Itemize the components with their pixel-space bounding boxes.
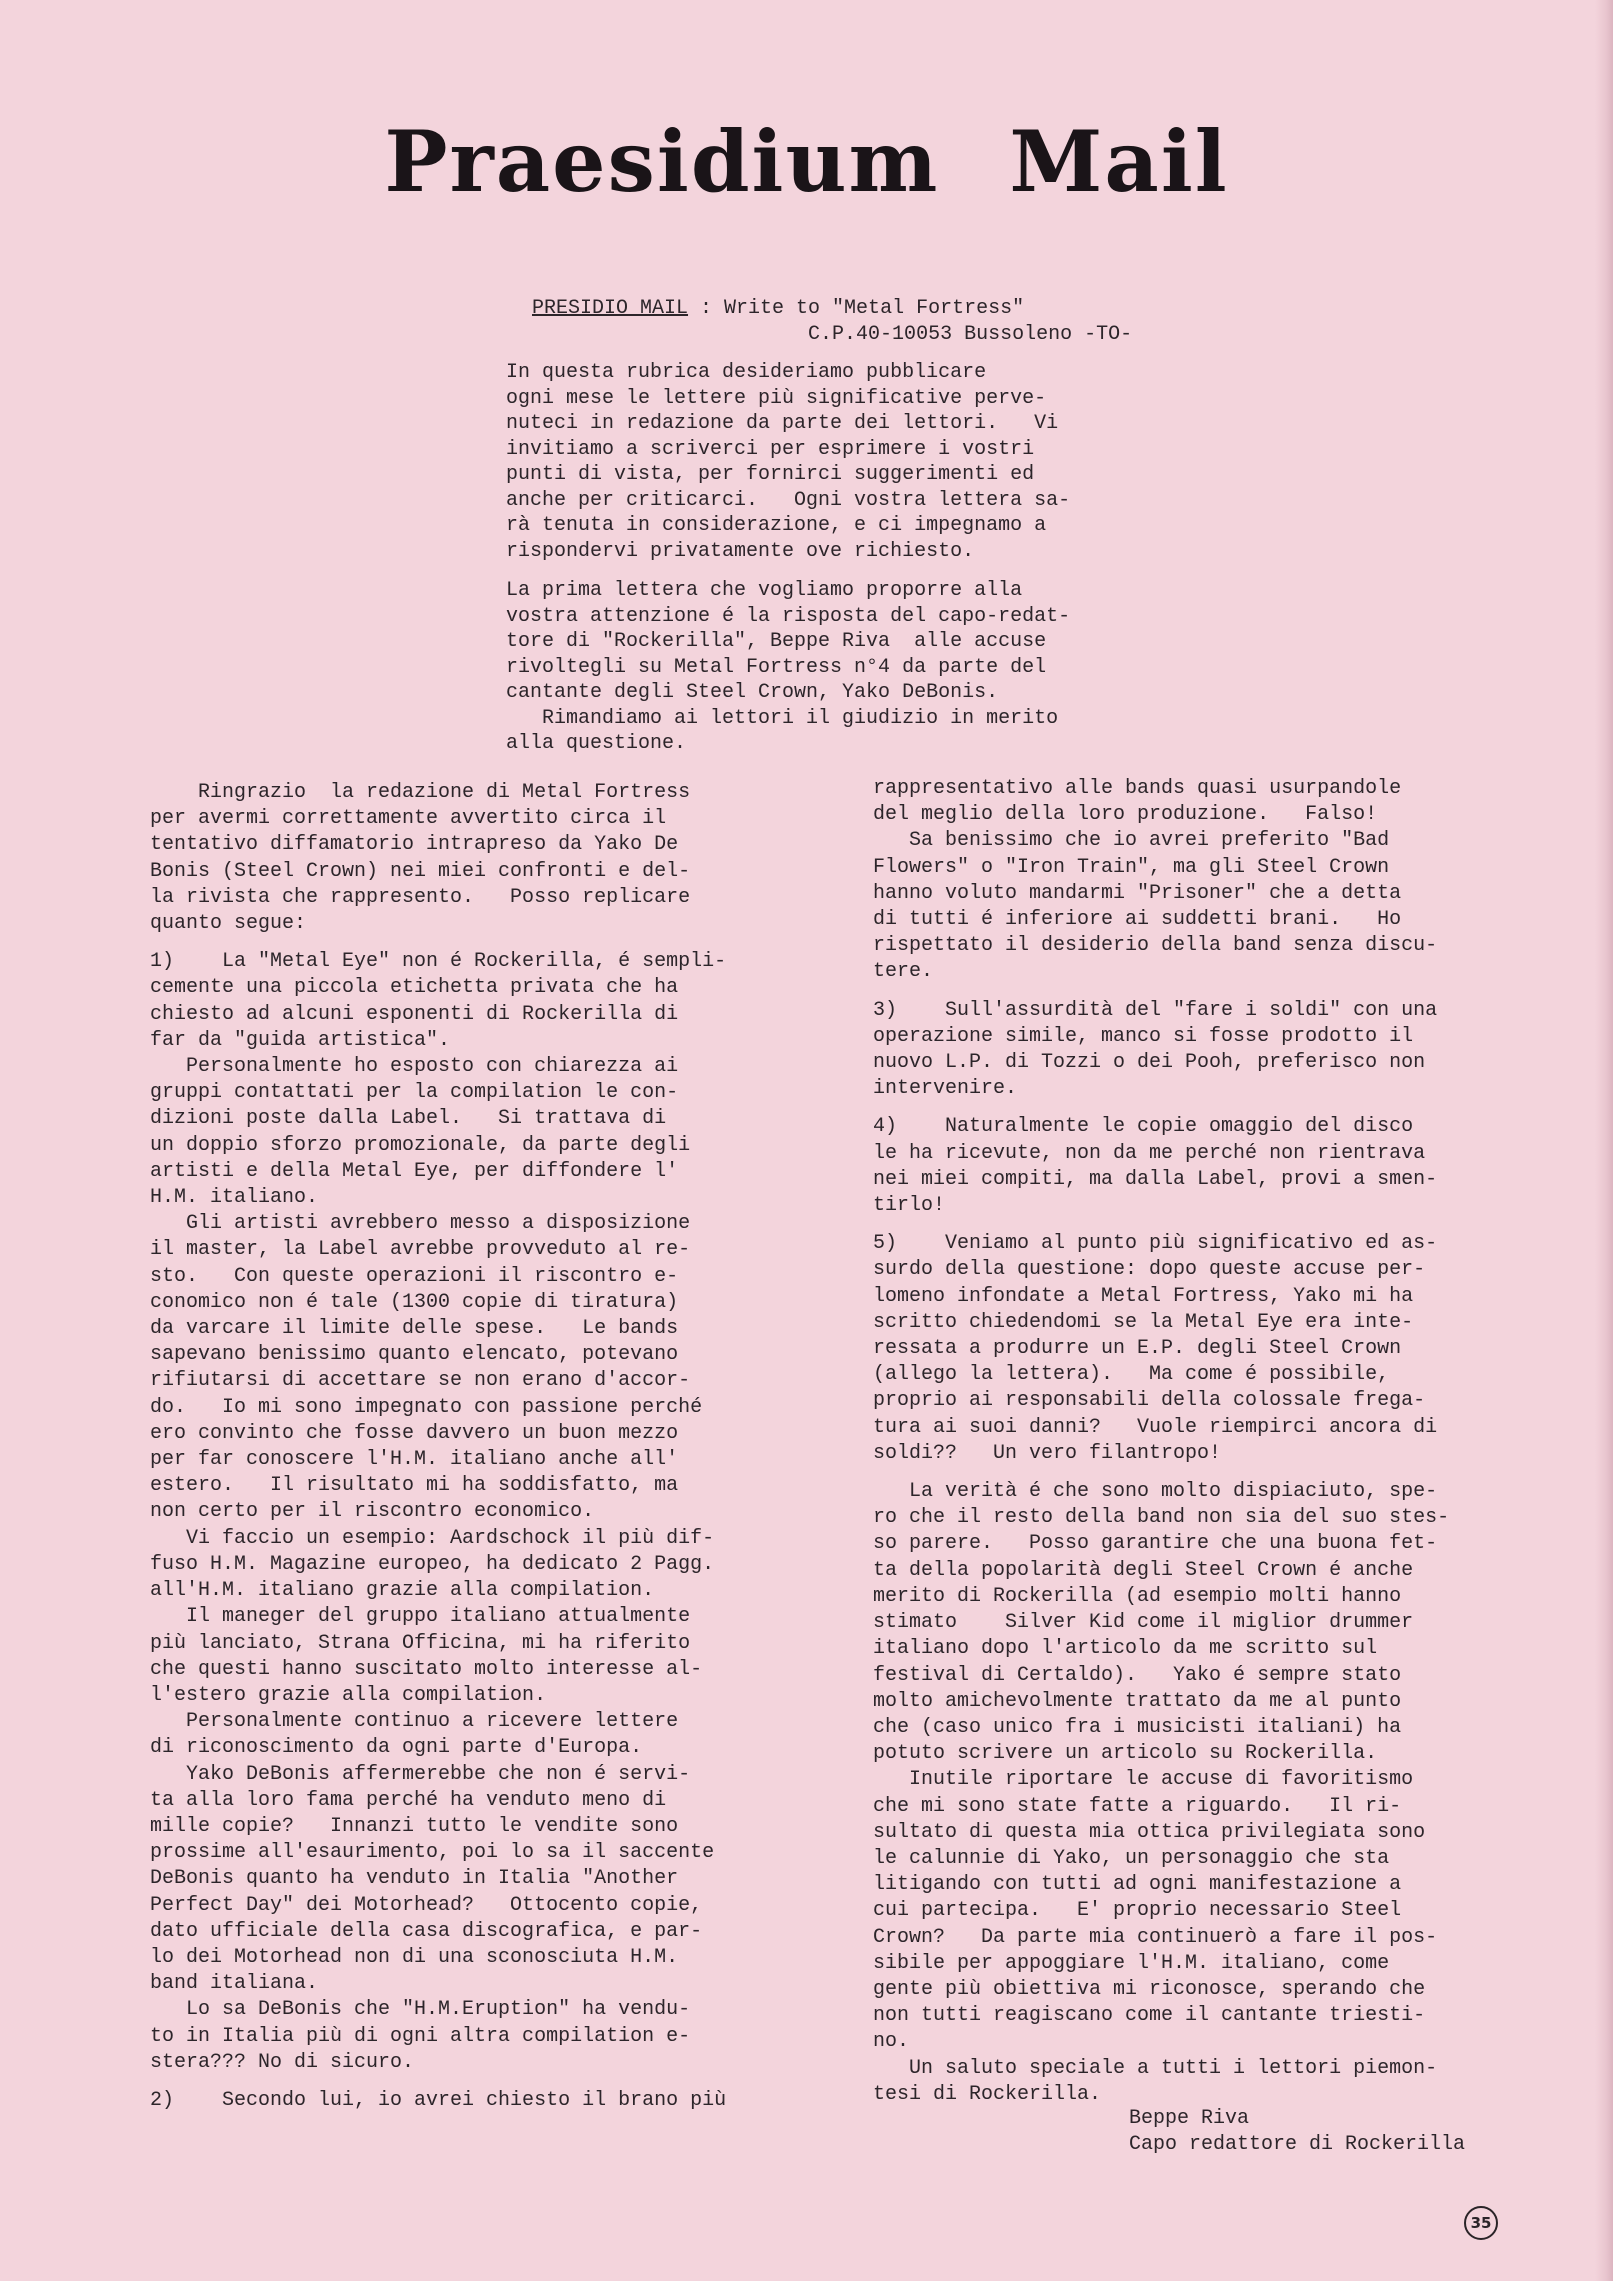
address-line-1: : Write to "Metal Fortress" [688, 297, 1025, 320]
right-paragraph-3: 4) Naturalmente le copie omaggio del disco le ha ricevute, non da me perché non rientrava nei miei compiti, ma dalla Label, provi a smen- tirlo! [873, 1115, 1438, 1218]
page-title [0, 112, 1613, 211]
page-number: 35 [1464, 2206, 1498, 2240]
intro-paragraph-2: La prima lettera che vogliamo proporre alla vostra attenzione é la risposta del capo-redat- tore di "Rockerilla", Beppe Riva alle accuse rivoltegli su Metal Fortress n°4 da parte del cantante degli Steel Crown, Yako DeBonis. Rimandiamo ai lettori il giudizio in merito alla questione. [506, 579, 1071, 755]
left-column [150, 780, 790, 2126]
intro-block [506, 360, 1126, 771]
intro-paragraph-1: In questa rubrica desideriamo pubblicare ogni mese le lettere più significative perve- nuteci in redazione da parte dei lettori. Vi invitiamo a scriverci per esprimere i vostri punti di vista, per fornirci suggerimenti ed anche per criticarci. Ogni vostra lettera sa- rà tenuta in considerazione, e ci impegnamo a rispondervi privatamente ove richiesto. [506, 361, 1071, 563]
right-paragraph-5: La verità é che sono molto dispiaciuto, spe- ro che il resto della band non sia del suo stes- so parere. Posso garantire che una buona fet- ta della popolarità degli Steel Crown é anche merito di Rockerilla (ad esempio molti hanno stimato Silver Kid come il miglior drummer italiano dopo l'articolo da me scritto sul festival di Certaldo). Yako é sempre stato molto amichevolmente trattato da me al punto che (caso unico fra i musicisti italiani) ha potuto scrivere un articolo su Rockerilla. Inutile riportare le accuse di favoritismo che mi sono state fatte a riguardo. Il ri- sultato di questa mia ottica privilegiata sono le calunnie di Yako, un personaggio che sta litigando con tutti ad ogni manifestazione a cui partecipa. E' proprio necessario Steel Crown? Da parte mia continuerò a fare il pos- sibile per appoggiare l'H.M. italiano, come gente più obiettiva mi riconosce, sperando che non tutti reagiscano come il cantante triesti- no. Un saluto speciale a tutti i lettori piemon- tesi di Rockerilla. [873, 1480, 1450, 2106]
address-line-2: C.P.40-10053 Bussoleno -TO- [532, 323, 1133, 346]
left-paragraph-1: Ringrazio la redazione di Metal Fortress per avermi correttamente avvertito circa il tentativo diffamatorio intrapreso da Yako De Bonis (Steel Crown) nei miei confronti e del- la rivista che rappresento. Posso replicare quanto segue: [150, 781, 691, 936]
right-paragraph-4: 5) Veniamo al punto più significativo ed as- surdo della questione: dopo queste accuse per- lomeno infondate a Metal Fortress, Yako mi ha scritto chiedendomi se la Metal Eye era inte- ressata a produrre un E.P. degli Steel Crown (allego la lettera). Ma come é possibile, proprio ai responsabili della colossale frega- tura ai suoi danni? Vuole riempirci ancora di soldi?? Un vero filantropo! [873, 1232, 1438, 1465]
signature-block [1129, 2106, 1513, 2158]
left-paragraph-2: 1) La "Metal Eye" non é Rockerilla, é sempli- cemente una piccola etichetta privata che ha chiesto ad alcuni esponenti di Rockerilla di far da "guida artistica". Personalmente ho esposto con chiarezza ai gruppi contattati per la compilation le con- dizioni poste dalla Label. Si trattava di un doppio sforzo promozionale, da parte degli artisti e della Metal Eye, per diffondere l' H.M. italiano. Gli artisti avrebbero messo a disposizione il master, la Label avrebbe provveduto al re- sto. Con queste operazioni il riscontro e- conomico non é tale (1300 copie di tiratura) da varcare il limite delle spese. Le bands sapevano benissimo quanto elencato, potevano rifiutarsi di accettare se non erano d'accor- do. Io mi sono impegnato con passione perché ero convinto che fosse davvero un buon mezzo per far conoscere l'H.M. italiano anche all' estero. Il risultato mi ha soddisfatto, ma non certo per il riscontro economico. Vi faccio un esempio: Aardschock il più dif- fuso H.M. Magazine europeo, ha dedicato 2 Pagg. all'H.M. italiano grazie alla compilation. Il maneger del gruppo italiano attualmente più lanciato, Strana Officina, mi ha riferito che questi hanno suscitato molto interesse al- l'estero grazie alla compilation. Personalmente continuo a ricevere lettere di riconoscimento da ogni parte d'Europa. Yako DeBonis affermerebbe che non é servi- ta alla loro fama perché ha venduto meno di mille copie? Innanzi tutto le vendite sono prossime all'esaurimento, poi lo sa il saccente DeBonis quanto ha venduto in Italia "Another Perfect Day" dei Motorhead? Ottocento copie, dato ufficiale della casa discografica, e par- lo dei Motorhead non di una sconosciuta H.M. band italiana. Lo sa DeBonis che "H.M.Eruption" ha vendu- to in Italia più di ogni altra compilation e- stera??? No di sicuro. [150, 950, 727, 2074]
title-word-2: Mail [1009, 112, 1229, 211]
signature-name: Beppe Riva [1129, 2106, 1250, 2130]
right-paragraph-2: 3) Sull'assurdità del "fare i soldi" con una operazione simile, manco si fosse prodotto il nuovo L.P. di Tozzi o dei Pooh, preferisco non intervenire. [873, 998, 1438, 1101]
left-paragraph-3: 2) Secondo lui, io avrei chiesto il brano più [150, 2088, 727, 2112]
address-block [532, 296, 1132, 348]
page-edge [1595, 0, 1613, 2281]
signature-role: Capo redattore di Rockerilla [1129, 2132, 1466, 2156]
title-word-1: Praesidium [384, 112, 940, 211]
address-label: PRESIDIO MAIL [532, 297, 689, 320]
right-column [873, 776, 1513, 2158]
right-paragraph-1: rappresentativo alle bands quasi usurpandole del meglio della loro produzione. Falso! Sa benissimo che io avrei preferito "Bad Flowers" o "Iron Train", ma gli Steel Crown hanno voluto mandarmi "Prisoner" che a detta di tutti é inferiore ai suddetti brani. Ho rispettato il desiderio della band senza discu- tere. [873, 777, 1438, 984]
